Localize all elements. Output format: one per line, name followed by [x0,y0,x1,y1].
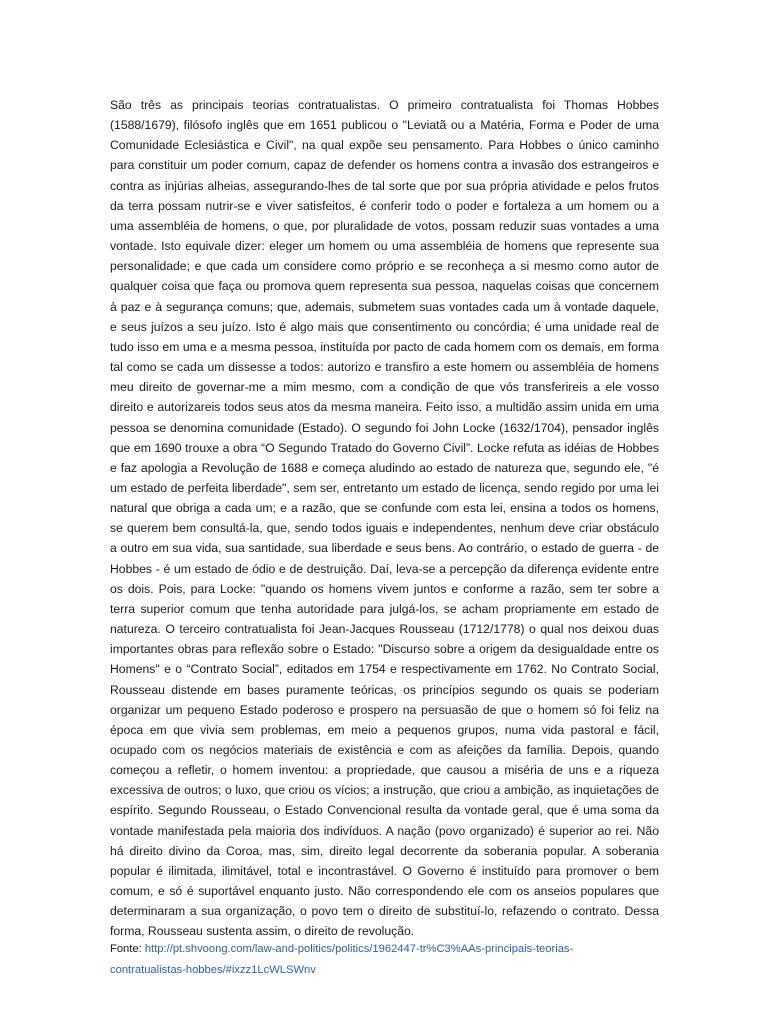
source-link[interactable] [110,943,573,976]
source-link-line-2: contratualistas-hobbes/#ixzz1LcWLSWnv [110,964,316,976]
source-label: Fonte: [110,943,145,955]
source-link-line-1: http://pt.shvoong.com/law-and-politics/politics/1962447-tr%C3%AAs-principais-teorias- [144,943,574,955]
main-paragraph: São três as principais teorias contratualistas. O primeiro contratualista foi Thomas Hobbes (1588/1679), filósofo inglês que em 1651 publicou o "Leviatã ou a Matéria, Forma e Poder de uma Comunidade Eclesiástica e Civil", na qual expõe seu pensamento. Para Hobbes o único caminho para constituir um poder comum, capaz de defender os homens contra a invasão dos estrangeiros e contra as injúrias alheias, assegurando-lhes de tal sorte que por sua própria atividade e pelos frutos da terra possam nutrir-se e viver satisfeitos, é conferir todo o poder e fortaleza a um homem ou a uma assembléia de homens, o que, por pluralidade de votos, possam reduzir suas vontades a uma vontade. Isto equivale dizer: eleger um homem ou uma assembléia de homens que represente sua personalidade; e que cada um considere como próprio e se reconheça a si mesmo como autor de qualquer coisa que faça ou promova quem representa sua pessoa, naquelas coisas que concernem à paz e à segurança comuns; que, ademais, submetem suas vontades cada um à vontade daquele, e seus juízos a seu juízo. Isto é algo mais que consentimento ou concórdia; é uma unidade real de tudo isso em uma e a mesma pessoa, instituída por pacto de cada homem com os demais, em forma tal como se cada um dissesse a todos: autorizo e transfiro a este homem ou assembléia de homens meu direito de governar-me a mim mesmo, com a condição de que vós transferireis a ele vosso direito e autorizareis todos seus atos da mesma maneira. Feito isso, a multidão assim unida em uma pessoa se denomina comunidade (Estado). O segundo foi John Locke (1632/1704), pensador inglês que em 1690 trouxe a obra “O Segundo Tratado do Governo Civil”. Locke refuta as idéias de Hobbes e faz apologia a Revolução de 1688 e começa aludindo ao estado de natureza que, segundo ele, "é um estado de perfeita liberdade", sem ser, entretanto um estado de licença, sendo regido por uma lei natural que obriga a cada um; e a razão, que se confunde com esta lei, ensina a todos os homens, se querem bem consultá-la, que, sendo todos iguais e independentes, nenhum deve criar obstáculo a outro em sua vida, sua santidade, sua liberdade e seus bens. Ao contrário, o estado de guerra - de Hobbes - é um estado de ódio e de destruição. Daí, leva-se a percepção da diferença evidente entre os dois. Pois, para Locke: "quando os homens vivem juntos e conforme a razão, sem ter sobre a terra superior comum que tenha autoridade para julgá-los, se acham propriamente em estado de natureza. O terceiro contratualista foi Jean-Jacques Rousseau (1712/1778) o qual nos deixou duas importantes obras para reflexão sobre o Estado: "Discurso sobre a origem da desigualdade entre os Homens" e o “Contrato Social”, editados em 1754 e respectivamente em 1762. No Contrato Social, Rousseau distende em bases puramente teóricas, os princípios segundo os quais se poderiam organizar um pequeno Estado poderoso e prospero na persuasão de que o homem só foi feliz na época em que vivia sem problemas, em meio a pequenos grupos, numa vida pastoral e fácil, ocupado com os negócios materiais de existência e com as afeições da família. Depois, quando começou a refletir, o homem inventou: a propriedade, que causou a miséria de uns e a riqueza excessiva de outros; o luxo, que criou os vícios; a instrução, que criou a ambição, as inquietações de espírito. Segundo Rousseau, o Estado Convencional resulta da vontade geral, que é uma soma da vontade manifestada pela maioria dos indivíduos. A nação (povo organizado) é superior ao rei. Não há direito divino da Coroa, mas, sim, direito legal decorrente da soberania popular. A soberania popular é ilimitada, ilimitável, total e incontrastável. O Governo é instituído para promover o bem comum, e só é suportável enquanto justo. Não correspondendo ele com os anseios populares que determinaram a sua organização, o povo tem o direito de substituí-lo, refazendo o contrato. Dessa forma, Rousseau sustenta assim, o direito de revolução. [110,98,659,939]
source-citation [110,939,670,981]
